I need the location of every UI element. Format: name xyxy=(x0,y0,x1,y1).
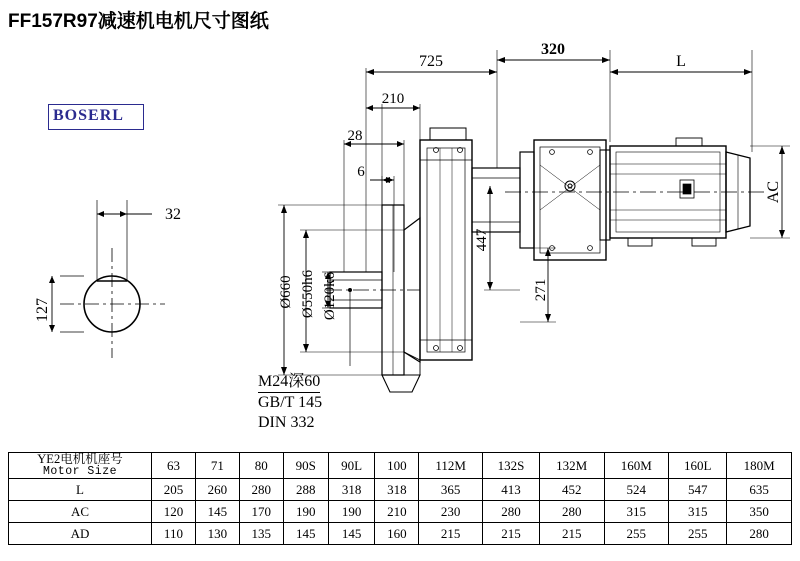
table-row xyxy=(9,479,792,501)
col-head: 100 xyxy=(375,453,419,479)
cell: 280 xyxy=(239,479,283,501)
col-head: 71 xyxy=(195,453,239,479)
cell: 205 xyxy=(152,479,196,501)
row-label: AC xyxy=(9,501,152,523)
cell: 255 xyxy=(604,523,669,545)
dim-271: 271 xyxy=(533,278,549,302)
col-head: 112M xyxy=(419,453,483,479)
cell: 365 xyxy=(419,479,483,501)
thread-notes xyxy=(258,372,322,433)
cell: 120 xyxy=(152,501,196,523)
dim-447: 447 xyxy=(474,228,490,252)
cell: 315 xyxy=(604,501,669,523)
col-head: 132M xyxy=(539,453,604,479)
cell: 280 xyxy=(483,501,540,523)
dim-6: 6 xyxy=(357,164,365,180)
cell: 135 xyxy=(239,523,283,545)
cell: 215 xyxy=(483,523,540,545)
cell: 215 xyxy=(539,523,604,545)
cell: 413 xyxy=(483,479,540,501)
cell: 288 xyxy=(283,479,328,501)
dim-AC: AC xyxy=(765,180,782,204)
table-header-en: Motor Size xyxy=(42,465,117,479)
col-head: 160M xyxy=(604,453,669,479)
cell: 110 xyxy=(152,523,196,545)
note-m24: M24深60 xyxy=(258,372,320,393)
note-gbt145: GB/T 145 xyxy=(258,394,323,411)
cell: 145 xyxy=(328,523,375,545)
cell: 145 xyxy=(283,523,328,545)
brand-logo-text: BOSERL xyxy=(53,107,124,124)
dim-L: L xyxy=(676,53,686,70)
col-head: 90L xyxy=(328,453,375,479)
cell: 280 xyxy=(539,501,604,523)
table-row xyxy=(9,501,792,523)
cell: 160 xyxy=(375,523,419,545)
cell: 350 xyxy=(727,501,792,523)
cell: 318 xyxy=(375,479,419,501)
dim-550: Ø550h6 xyxy=(300,269,316,319)
motor-size-table xyxy=(8,452,792,545)
cell: 130 xyxy=(195,523,239,545)
dim-210: 210 xyxy=(381,91,405,107)
note-din332: DIN 332 xyxy=(258,414,315,431)
table-header-label xyxy=(9,453,152,479)
row-label: AD xyxy=(9,523,152,545)
cell: 452 xyxy=(539,479,604,501)
cell: 255 xyxy=(669,523,727,545)
cell: 315 xyxy=(669,501,727,523)
cell: 260 xyxy=(195,479,239,501)
dim-725: 725 xyxy=(419,53,443,70)
dim-120: Ø120k6 xyxy=(322,271,338,321)
cell: 210 xyxy=(375,501,419,523)
page-title: FF157R97减速机电机尺寸图纸 xyxy=(8,11,269,32)
dim-127: 127 xyxy=(34,298,51,322)
cell: 547 xyxy=(669,479,727,501)
cell: 524 xyxy=(604,479,669,501)
row-label: L xyxy=(9,479,152,501)
dim-32: 32 xyxy=(165,206,181,223)
dim-320: 320 xyxy=(541,41,565,58)
cell: 318 xyxy=(328,479,375,501)
dim-660: Ø660 xyxy=(278,275,294,309)
dim-28: 28 xyxy=(347,128,363,144)
col-head: 160L xyxy=(669,453,727,479)
cell: 280 xyxy=(727,523,792,545)
cell: 230 xyxy=(419,501,483,523)
table-header-cn: YE2电机机座号 xyxy=(37,452,123,466)
cell: 635 xyxy=(727,479,792,501)
col-head: 80 xyxy=(239,453,283,479)
col-head: 180M xyxy=(727,453,792,479)
table-header-row xyxy=(9,453,792,479)
cell: 145 xyxy=(195,501,239,523)
col-head: 90S xyxy=(283,453,328,479)
table-row xyxy=(9,523,792,545)
col-head: 132S xyxy=(483,453,540,479)
cell: 170 xyxy=(239,501,283,523)
cell: 215 xyxy=(419,523,483,545)
cell: 190 xyxy=(283,501,328,523)
cell: 190 xyxy=(328,501,375,523)
col-head: 63 xyxy=(152,453,196,479)
